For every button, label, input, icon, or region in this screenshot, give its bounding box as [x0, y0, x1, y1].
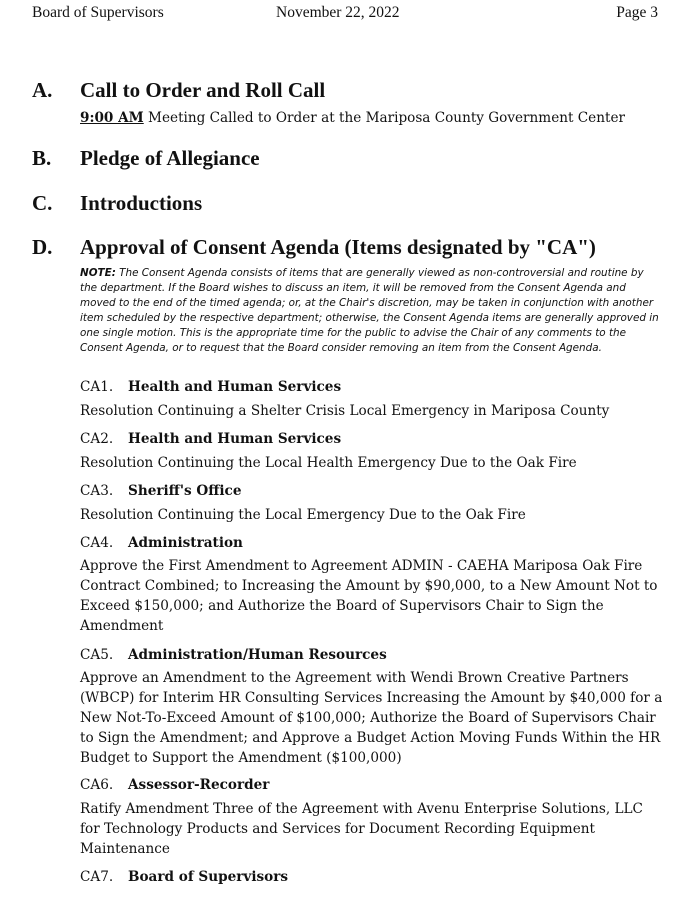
- section-title: Call to Order and Roll Call: [80, 78, 326, 102]
- note-label: NOTE:: [80, 267, 116, 279]
- item-header-ca2: [80, 429, 341, 449]
- section-letter: A.: [32, 78, 53, 102]
- note-text: The Consent Agenda consists of items that are generally viewed as non-controversial and routine by the department. If the Board wishes to discuss an item, it will be removed from the Consent Agenda and moved to the end of the timed agenda; or, at the Chair's discretion, may be taken in conjunction with another item scheduled by the respective department; otherwise, the Consent Agenda items are generally approved in one single motion. This is the appropriate time for the public to advise the Chair of any comments to the Consent Agenda, or to request that the Board consider removing an item from the Consent Agenda.: [80, 267, 659, 355]
- section-title: Introductions: [80, 191, 203, 215]
- item-header-ca1: [80, 377, 341, 397]
- item-department: Board of Supervisors: [128, 869, 289, 885]
- item-description-ca4: Approve the First Amendment to Agreement ADMIN - CAEHA Mariposa Oak Fire Contract Combined; to Increasing the Amount by $90,000, to a New Amount Not to Exceed $150,000; and Authorize the Board of Supervisors Chair to Sign the Amendment: [80, 558, 658, 634]
- item-header-ca3: [80, 481, 241, 501]
- item-department: Administration/Human Resources: [128, 647, 387, 663]
- call-to-order-line: [80, 108, 625, 128]
- item-number: CA5.: [80, 647, 114, 663]
- item-description-ca2: Resolution Continuing the Local Health Emergency Due to the Oak Fire: [80, 455, 577, 471]
- section-letter: C.: [32, 191, 53, 215]
- item-header-ca5: [80, 645, 387, 665]
- item-header-ca4: [80, 533, 243, 553]
- item-department: Administration: [128, 535, 243, 551]
- item-header-ca6: [80, 775, 269, 795]
- item-number: CA3.: [80, 483, 114, 499]
- meeting-time: 9:00 AM: [80, 110, 144, 126]
- item-department: Sheriff's Office: [128, 483, 242, 499]
- item-department: Health and Human Services: [128, 431, 342, 447]
- item-description-ca6: Ratify Amendment Three of the Agreement with Avenu Enterprise Solutions, LLC for Technology Products and Services for Document Recording Equipment Maintenance: [80, 801, 643, 857]
- item-description-ca1: Resolution Continuing a Shelter Crisis Local Emergency in Mariposa County: [80, 403, 610, 419]
- page-header: [32, 4, 658, 24]
- header-board-name: Board of Supervisors: [32, 4, 164, 21]
- item-description-ca3: Resolution Continuing the Local Emergency Due to the Oak Fire: [80, 507, 526, 523]
- section-letter: B.: [32, 146, 52, 170]
- item-header-ca7: [80, 867, 288, 887]
- section-title: Approval of Consent Agenda (Items designated by "CA"): [80, 235, 596, 259]
- item-number: CA6.: [80, 777, 114, 793]
- header-page-number: Page 3: [616, 4, 658, 21]
- header-date: November 22, 2022: [276, 4, 400, 21]
- section-title: Pledge of Allegiance: [80, 146, 260, 170]
- call-to-order-text: Meeting Called to Order at the Mariposa County Government Center: [143, 110, 625, 126]
- item-number: CA2.: [80, 431, 114, 447]
- item-description-ca5: Approve an Amendment to the Agreement with Wendi Brown Creative Partners (WBCP) for Interim HR Consulting Services Increasing the Amount by $40,000 for a New Not-To-Exceed Amount of $100,000; Authorize the Board of Supervisors Chair to Sign the Amendment; and Approve a Budget Action Moving Funds Within the HR Budget to Support the Amendment ($100,000): [80, 670, 663, 766]
- item-department: Assessor-Recorder: [128, 777, 270, 793]
- item-number: CA1.: [80, 379, 114, 395]
- item-number: CA7.: [80, 869, 114, 885]
- consent-agenda-note: [80, 266, 660, 357]
- item-department: Health and Human Services: [128, 379, 342, 395]
- section-letter: D.: [32, 235, 53, 259]
- item-number: CA4.: [80, 535, 114, 551]
